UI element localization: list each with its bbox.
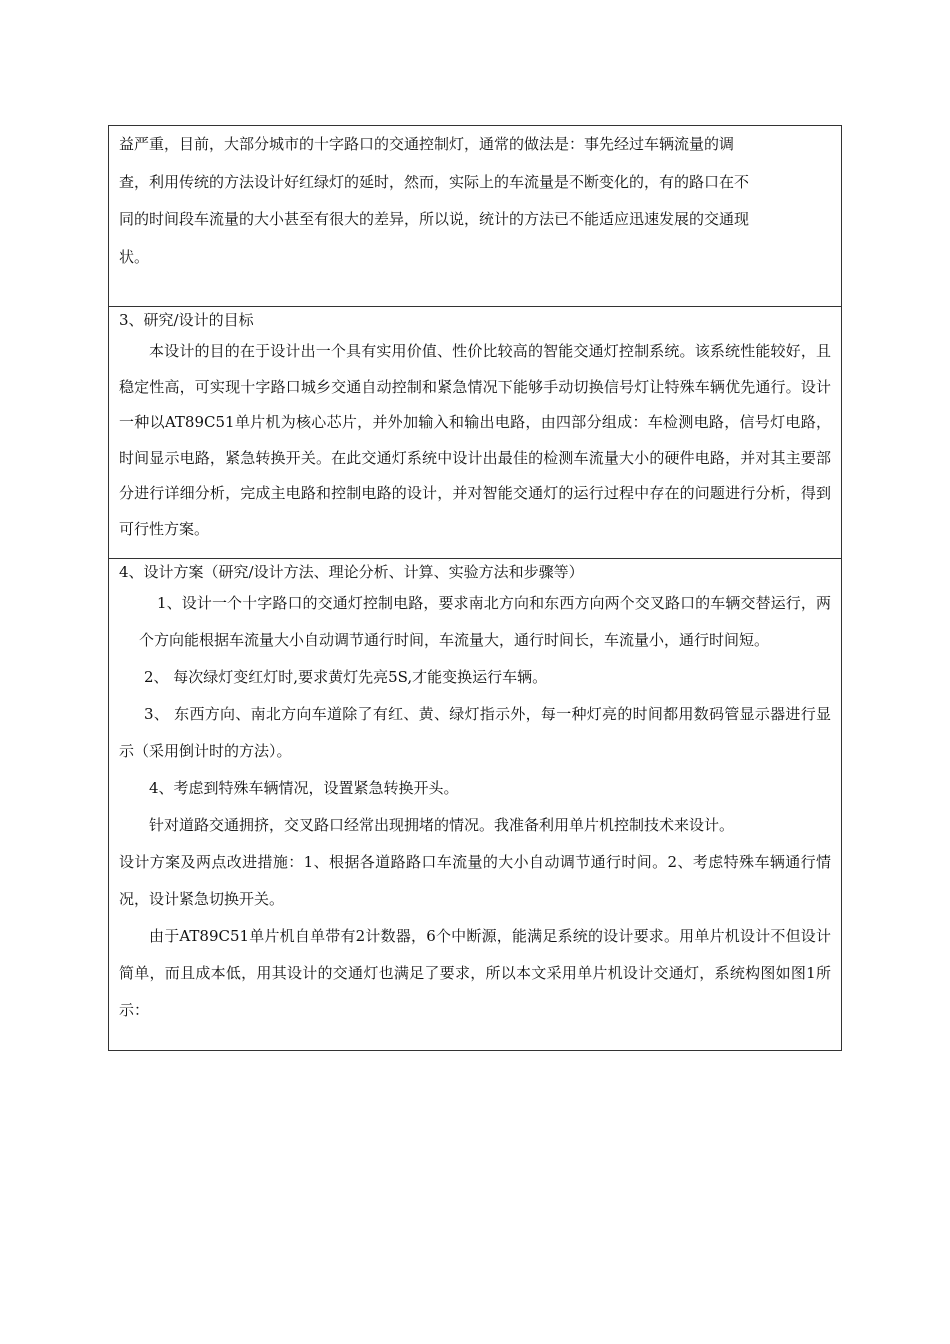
plan-item: 2、 每次绿灯变红灯时,要求黄灯先亮5S,才能变换运行车辆。 bbox=[144, 668, 548, 686]
proposal-table bbox=[108, 125, 842, 1051]
continuation-line: 查，利用传统的方法设计好红绿灯的延时，然而，实际上的车流量是不断变化的，有的路口在不 bbox=[119, 172, 750, 191]
plan-paragraph: 针对道路交通拥挤，交叉路口经常出现拥堵的情况。我准备利用单片机控制技术来设计。 bbox=[149, 816, 735, 834]
objectives-paragraph: 本设计的目的在于设计出一个具有实用价值、性价比较高的智能交通灯控制系统。该系统性能较好，且稳定性高，可实现十字路口城乡交通自动控制和紧急情况下能够手动切换信号灯让特殊车辆优先通行。设计一种以AT89C51单片机为核心芯片，并外加输入和输出电路，由四部分组成：车检测电路，信号灯电路，时间显示电路，紧急转换开关。在此交通灯系统中设计出最佳的检测车流量大小的硬件电路，并对其主要部分进行详细分析，完成主电路和控制电路的设计，并对智能交通灯的运行过程中存在的问题进行分析，得到可行性方案。 bbox=[119, 342, 831, 538]
plan-item: 3、 东西方向、南北方向车道除了有红、黄、绿灯指示外，每一种灯亮的时间都用数码管显示器进行显示（采用倒计时的方法）。 bbox=[119, 705, 831, 760]
plan-item: 4、考虑到特殊车辆情况，设置紧急转换开头。 bbox=[149, 779, 459, 797]
plan-paragraph: 由于AT89C51单片机自单带有2计数器，6个中断源，能满足系统的设计要求。用单片机设计不但设计简单，而且成本低，用其设计的交通灯也满足了要求，所以本文采用单片机设计交通灯，系统构图如图1所示： bbox=[119, 927, 831, 1019]
section-heading: 3、研究/设计的目标 bbox=[119, 311, 254, 329]
continuation-line: 同的时间段车流量的大小甚至有很大的差异，所以说，统计的方法已不能适应迅速发展的交通现 bbox=[119, 210, 750, 228]
continuation-line: 状。 bbox=[119, 247, 150, 266]
table-row bbox=[109, 126, 842, 307]
section-heading: 4、设计方案（研究/设计方法、理论分析、计算、实验方法和步骤等） bbox=[119, 563, 584, 581]
plan-item: 1、设计一个十字路口的交通灯控制电路，要求南北方向和东西方向两个交叉路口的车辆交替运行，两个方向能根据车流量大小自动调节通行时间，车流量大，通行时间长，车流量小，通行时间短。 bbox=[139, 594, 831, 649]
plan-paragraph: 设计方案及两点改进措施：1、根据各道路路口车流量的大小自动调节通行时间。2、考虑特殊车辆通行情况，设计紧急切换开关。 bbox=[119, 853, 831, 908]
background-cell bbox=[109, 126, 842, 307]
continuation-line: 益严重，目前，大部分城市的十字路口的交通控制灯，通常的做法是：事先经过车辆流量的调 bbox=[119, 135, 735, 153]
table-row bbox=[109, 307, 842, 559]
objectives-cell bbox=[109, 307, 842, 559]
table-row bbox=[109, 559, 842, 1051]
design-plan-cell bbox=[109, 559, 842, 1051]
